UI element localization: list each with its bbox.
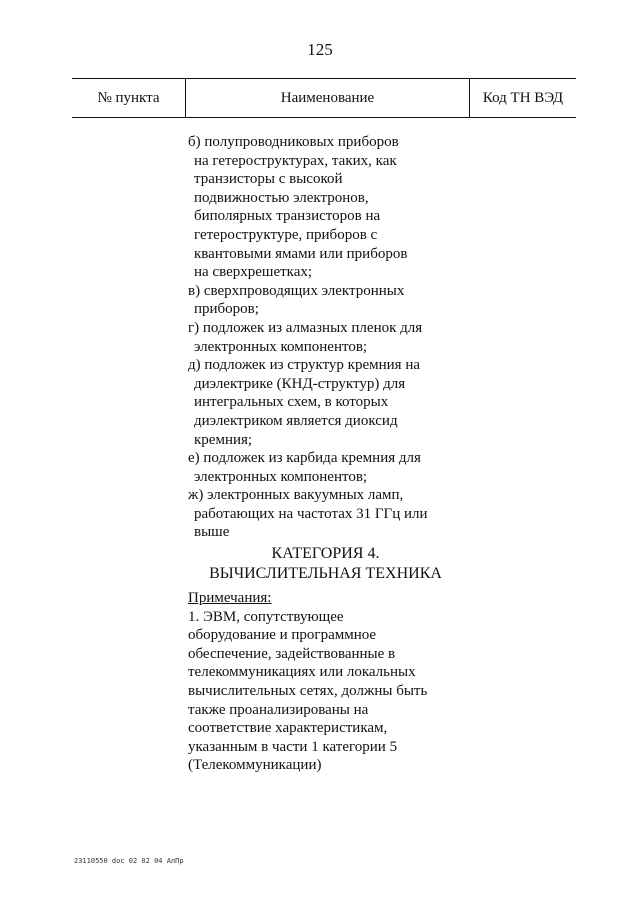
category-title: КАТЕГОРИЯ 4.: [271, 545, 380, 563]
text-line: электронных компонентов;: [194, 338, 368, 355]
document-footer-code: 23110550 doc 02 02 04 АлПр: [74, 857, 184, 865]
text-line: выше: [194, 524, 230, 541]
note-line: также проанализированы на: [188, 701, 369, 718]
text-line: квантовыми ямами или приборов: [194, 245, 408, 262]
note-line: телекоммуникациях или локальных: [188, 664, 416, 681]
notes-list: [188, 608, 463, 775]
text-line: е) подложек из карбида кремния для: [188, 450, 421, 467]
item-list: [188, 133, 463, 542]
text-line: ж) электронных вакуумных ламп,: [188, 487, 404, 504]
page-number: 125: [307, 40, 333, 59]
table-header: [72, 78, 576, 118]
text-line: работающих на частотах 31 ГГц или: [194, 505, 428, 522]
text-line: диэлектриком является диоксид: [194, 412, 398, 429]
text-line: диэлектрике (КНД-структур) для: [194, 375, 406, 392]
text-line: д) подложек из структур кремния на: [188, 357, 421, 374]
text-line: электронных компонентов;: [194, 468, 368, 485]
document-body: [188, 133, 463, 775]
note-line: вычислительных сетях, должны быть: [188, 683, 428, 700]
text-line: подвижностью электронов,: [194, 189, 369, 206]
text-line: на гетероструктурах, таких, как: [194, 152, 397, 169]
category-subtitle: ВЫЧИСЛИТЕЛЬНАЯ ТЕХНИКА: [209, 564, 442, 582]
text-line: кремния;: [194, 431, 253, 448]
note-line: обеспечение, задействованные в: [188, 645, 396, 662]
note-line: соответствие характеристикам,: [188, 720, 388, 737]
text-line: б) полупроводниковых приборов: [188, 134, 399, 150]
text-line: гетероструктуре, приборов с: [194, 226, 378, 243]
text-line: биполярных транзисторов на: [194, 208, 381, 225]
note-line: указанным в части 1 категории 5: [188, 738, 398, 755]
note-line: 1. ЭВМ, сопутствующее: [188, 608, 344, 625]
column-header-name: [185, 79, 470, 117]
text-line: приборов;: [194, 301, 259, 318]
text-line: транзисторы с высокой: [194, 171, 343, 188]
column-header-name-label: Наименование: [280, 89, 375, 106]
notes-heading: Примечания:: [188, 590, 272, 607]
text-line: в) сверхпроводящих электронных: [188, 282, 405, 299]
note-line: (Телекоммуникации): [188, 757, 322, 774]
note-line: оборудование и программное: [188, 627, 377, 644]
text-line: интегральных схем, в которых: [194, 394, 389, 411]
column-header-code: Код ТН ВЭД: [482, 89, 564, 106]
column-header-number: № пункта: [97, 89, 160, 106]
text-line: г) подложек из алмазных пленок для: [188, 319, 423, 336]
text-line: на сверхрешетках;: [194, 264, 313, 281]
